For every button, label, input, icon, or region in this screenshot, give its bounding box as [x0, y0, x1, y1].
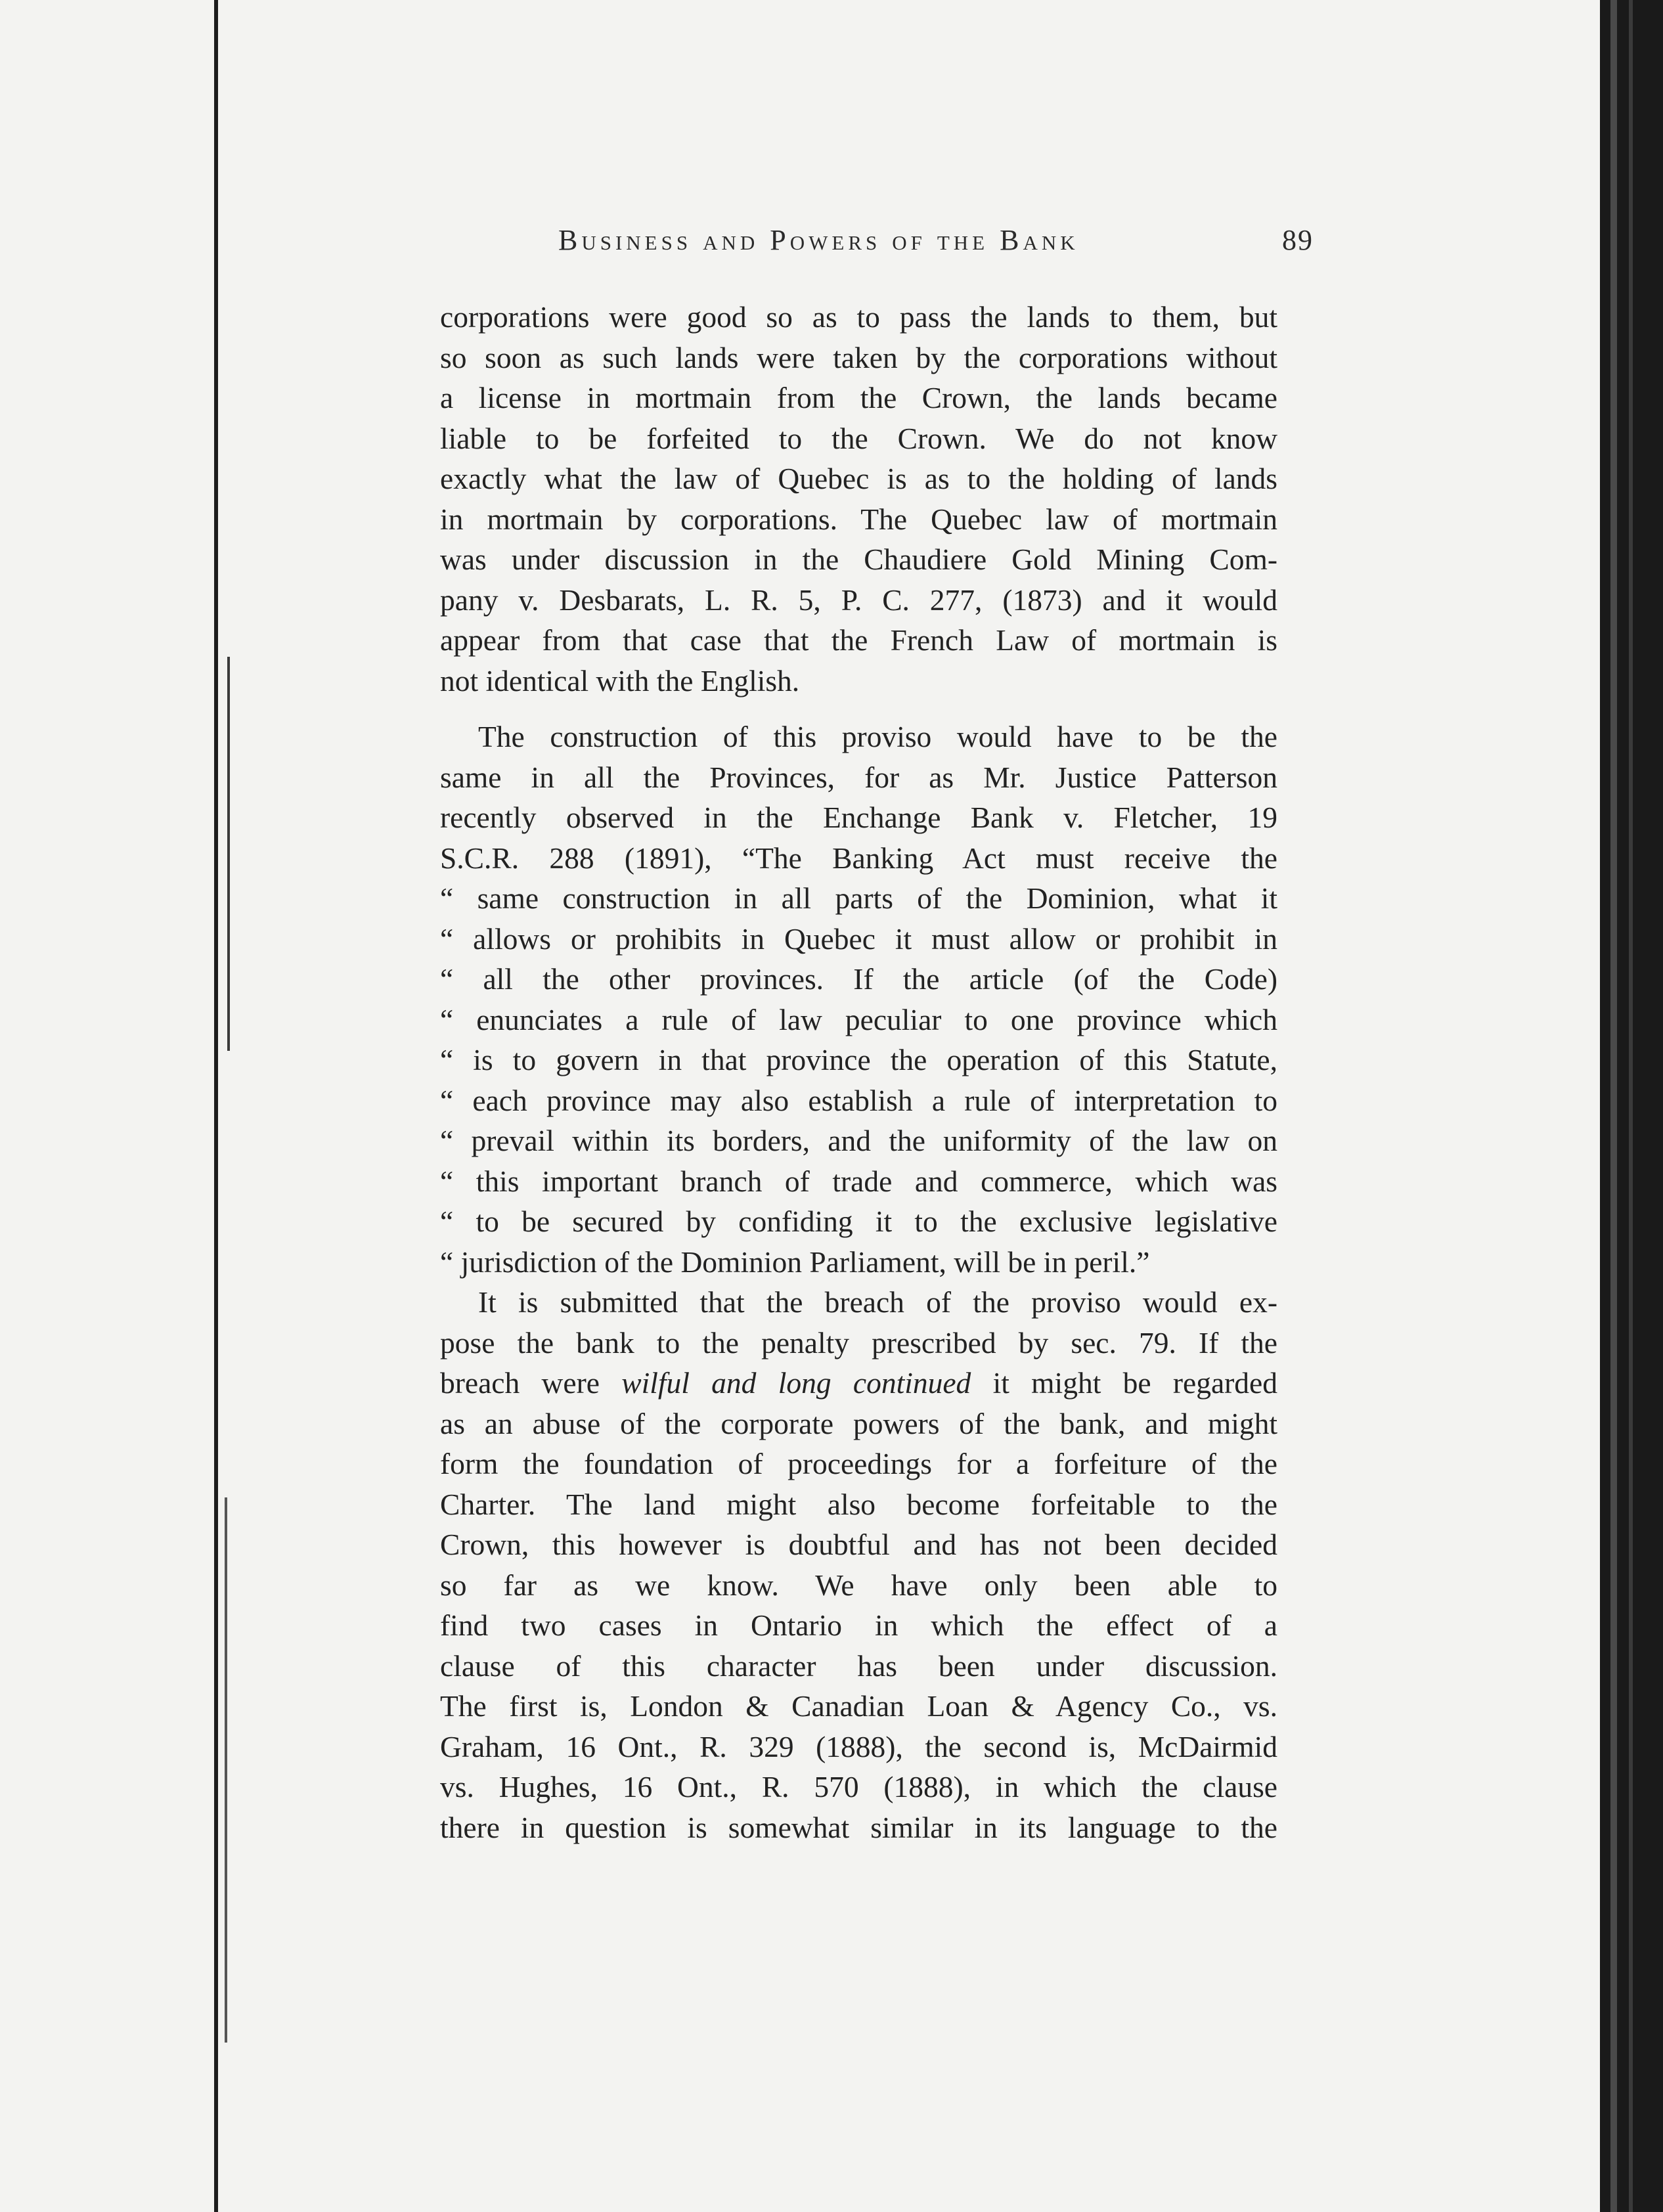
text-line: “ enunciates a rule of law peculiar to one province which — [440, 1002, 1277, 1036]
running-head-title: Business and Powers of the Bank — [558, 224, 1079, 256]
italic-phrase: wilful and long continued — [621, 1366, 971, 1400]
text-line: same in all the Provinces, for as Mr. Justice Patterson — [440, 760, 1277, 794]
text-line: S.C.R. 288 (1891), “The Banking Act must receive the — [440, 841, 1277, 875]
text-line: liable to be forfeited to the Crown. We do not know — [440, 421, 1277, 455]
text-line: “ prevail within its borders, and the uniformity of the law on — [440, 1124, 1277, 1157]
text-line: “ allows or prohibits in Quebec it must allow or prohibit in — [440, 921, 1277, 956]
text-line: “ this important branch of trade and commerce, which was — [440, 1164, 1277, 1198]
page-number: 89 — [1282, 224, 1314, 256]
text-segment: it might be regarded — [971, 1366, 1277, 1400]
text-line: form the foundation of proceedings for a forfeiture of the — [440, 1447, 1277, 1480]
text-line: recently observed in the Enchange Bank v. Fletcher, 19 — [440, 801, 1277, 834]
text-line: exactly what the law of Quebec is as to the holding of lands — [440, 462, 1277, 495]
text-line: “ is to govern in that province the operation of this Statute, — [440, 1043, 1277, 1076]
text-line: pany v. Desbarats, L. R. 5, P. C. 277, (1873) and it would — [440, 583, 1277, 617]
text-line: Crown, this however is doubtful and has not been decided — [440, 1528, 1277, 1561]
body-text — [440, 297, 1277, 1847]
text-line: The first is, London & Canadian Loan & Agency Co., vs. — [440, 1689, 1277, 1723]
text-line: corporations were good so as to pass the lands to them, but — [440, 300, 1277, 334]
text-line: vs. Hughes, 16 Ont., R. 570 (1888), in which the clause — [440, 1770, 1277, 1803]
text-line: Charter. The land might also become forfeitable to the — [440, 1487, 1277, 1521]
page-edge-stripe — [1610, 0, 1617, 2212]
text-line: so soon as such lands were taken by the corporations without — [440, 340, 1277, 374]
text-line: “ jurisdiction of the Dominion Parliament, will be in peril.” — [440, 1245, 1150, 1279]
text-segment: breach were — [440, 1366, 622, 1400]
binding-edge-shadow — [227, 657, 230, 1051]
text-line: so far as we know. We have only been able to — [440, 1568, 1277, 1602]
paragraph-gap — [440, 701, 1277, 717]
page-edge-stripe-2 — [1629, 0, 1633, 2212]
text-line: “ each province may also establish a rule of interpretation to — [440, 1083, 1277, 1117]
text-line: pose the bank to the penalty prescribed by sec. 79. If the — [440, 1325, 1277, 1360]
text-line: “ same construction in all parts of the Dominion, what it — [440, 881, 1277, 915]
text-line: in mortmain by corporations. The Quebec law of mortmain — [440, 502, 1277, 536]
text-line-with-italic — [440, 1363, 1277, 1404]
text-line: as an abuse of the corporate powers of the bank, and might — [440, 1406, 1277, 1440]
text-line: “ to be secured by confiding it to the exclusive legislative — [440, 1205, 1277, 1238]
text-line: appear from that case that the French Law of mortmain is — [440, 623, 1277, 657]
binding-edge-shadow-lower — [225, 1497, 227, 2043]
text-line: Graham, 16 Ont., R. 329 (1888), the second is, McDairmid — [440, 1729, 1277, 1763]
text-line: find two cases in Ontario in which the effect of a — [440, 1608, 1277, 1642]
binding-edge — [214, 0, 218, 2212]
text-line: was under discussion in the Chaudiere Gold Mining Com- — [440, 542, 1277, 576]
text-line: a license in mortmain from the Crown, the lands became — [440, 381, 1277, 414]
text-line: “ all the other provinces. If the article (of the Code) — [440, 962, 1277, 996]
text-line: not identical with the English. — [440, 663, 800, 697]
text-line: clause of this character has been under discussion. — [440, 1648, 1277, 1683]
text-line: It is submitted that the breach of the proviso would ex- — [478, 1285, 1277, 1319]
text-line: The construction of this proviso would have to be the — [478, 720, 1277, 753]
text-line: there in question is somewhat similar in its language to the — [440, 1810, 1277, 1844]
